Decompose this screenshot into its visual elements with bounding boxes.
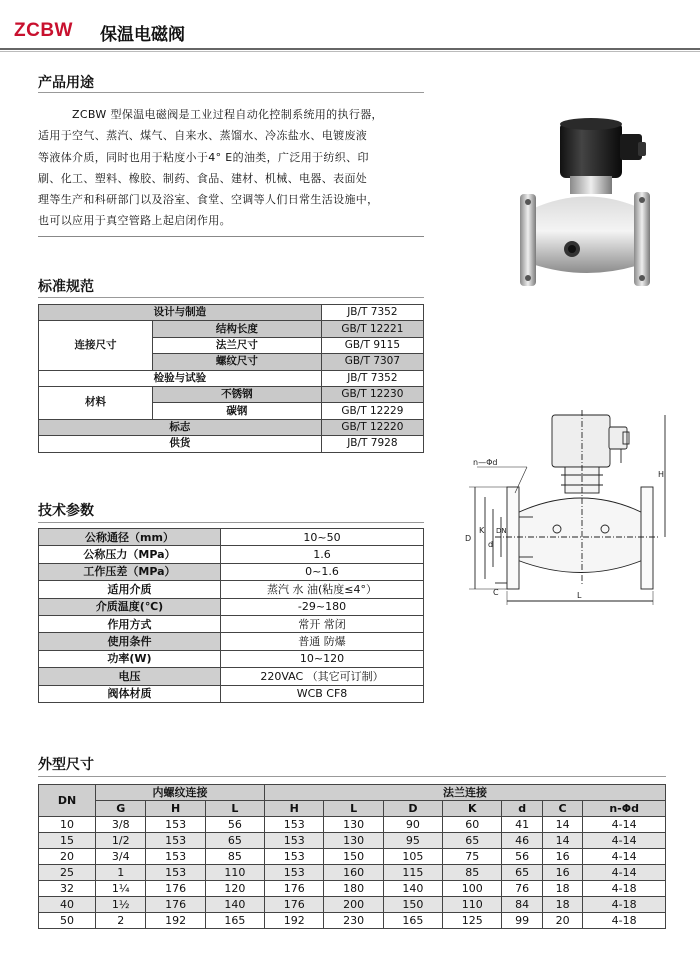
dims-cell-k: 85	[443, 865, 502, 881]
dims-header-flange: 法兰连接	[265, 785, 666, 801]
std-connection-value: GB/T 9115	[321, 337, 423, 353]
dims-cell-n: 4-14	[583, 817, 666, 833]
dims-cell-fh: 192	[265, 913, 324, 929]
section-title-usage: 产品用途	[38, 75, 94, 91]
std-inspection-value: JB/T 7352	[321, 370, 423, 386]
dims-cell-th: 153	[146, 849, 205, 865]
table-row	[39, 563, 424, 580]
dims-cell-tl: 165	[205, 913, 264, 929]
dims-cell-fl: 230	[324, 913, 383, 929]
dims-cell-c: 18	[542, 897, 582, 913]
intro-line: 刷、化工、塑料、橡胶、制药、食品、建材、机械、电器、表面处	[38, 171, 368, 185]
table-row	[39, 581, 424, 598]
std-marking-label: 标志	[39, 419, 322, 435]
dims-cell-fh: 153	[265, 849, 324, 865]
std-material-value: GB/T 12229	[321, 403, 423, 419]
dims-cell-fl: 200	[324, 897, 383, 913]
dims-cell-g: 3/8	[96, 817, 146, 833]
dims-col-header: L	[324, 801, 383, 817]
std-connection-sub: 法兰尺寸	[153, 337, 322, 353]
tech-value: 常开 常闭	[221, 615, 424, 632]
dims-col-header: n-Φd	[583, 801, 666, 817]
dims-cell-n: 4-18	[583, 897, 666, 913]
intro-line: 也可以应用于真空管路上起启闭作用。	[38, 214, 231, 228]
tech-label: 公称压力（MPa）	[39, 546, 221, 563]
dims-col-header: H	[265, 801, 324, 817]
dims-cell-th: 153	[146, 865, 205, 881]
table-row	[39, 865, 666, 881]
table-row	[39, 598, 424, 615]
std-material-sub: 不锈钢	[153, 386, 322, 402]
section-rule-tech	[38, 522, 424, 523]
dims-cell-fh: 153	[265, 865, 324, 881]
dims-cell-sd: 56	[502, 849, 542, 865]
dims-cell-fl: 130	[324, 833, 383, 849]
dims-cell-fl: 130	[324, 817, 383, 833]
header-divider-thin	[0, 51, 700, 52]
std-supply-value: JB/T 7928	[321, 436, 423, 452]
table-row	[39, 833, 666, 849]
dims-cell-fh: 176	[265, 881, 324, 897]
dims-cell-n: 4-14	[583, 833, 666, 849]
page-title: 保温电磁阀	[100, 25, 185, 45]
dims-cell-g: 3/4	[96, 849, 146, 865]
dims-cell-d: 90	[383, 817, 442, 833]
drawing-label-k: K	[479, 526, 485, 535]
dims-cell-c: 18	[542, 881, 582, 897]
dimension-drawing	[455, 405, 670, 610]
dims-cell-n: 4-18	[583, 913, 666, 929]
dims-col-header: H	[146, 801, 205, 817]
dims-cell-sd: 84	[502, 897, 542, 913]
dims-cell-tl: 65	[205, 833, 264, 849]
dims-cell-dn: 10	[39, 817, 96, 833]
tech-label: 作用方式	[39, 615, 221, 632]
dims-cell-fh: 176	[265, 897, 324, 913]
brand-model: ZCBW	[14, 20, 73, 41]
dims-cell-dn: 50	[39, 913, 96, 929]
dims-cell-sd: 76	[502, 881, 542, 897]
dims-cell-d: 105	[383, 849, 442, 865]
std-material-label: 材料	[39, 386, 153, 419]
std-design-value: JB/T 7352	[321, 305, 423, 321]
dims-cell-g: 1½	[96, 897, 146, 913]
dims-cell-c: 16	[542, 849, 582, 865]
tech-value: 0~1.6	[221, 563, 424, 580]
table-row	[39, 370, 424, 386]
dims-cell-fl: 160	[324, 865, 383, 881]
drawing-label-h: H	[658, 470, 665, 479]
std-supply-label: 供货	[39, 436, 322, 452]
dims-cell-fl: 150	[324, 849, 383, 865]
tech-label: 工作压差（MPa）	[39, 563, 221, 580]
table-row	[39, 650, 424, 667]
drawing-label-d-outer: D	[465, 534, 472, 543]
intro-line: 等液体介质，同时也用于粘度小于4° E的油类，广泛用于纺织、印	[38, 150, 369, 164]
drawing-label-n-phi-d: n—Φd	[473, 458, 498, 467]
dims-cell-g: 1	[96, 865, 146, 881]
dims-col-header: G	[96, 801, 146, 817]
table-row	[39, 913, 666, 929]
table-row	[39, 419, 424, 435]
section-rule-standards	[38, 297, 424, 298]
tech-label: 电压	[39, 668, 221, 685]
dims-cell-tl: 140	[205, 897, 264, 913]
table-row	[39, 849, 666, 865]
table-header-row	[39, 801, 666, 817]
table-row	[39, 386, 424, 402]
dims-cell-fh: 153	[265, 833, 324, 849]
std-connection-sub: 结构长度	[153, 321, 322, 337]
dims-cell-th: 153	[146, 833, 205, 849]
dims-cell-dn: 25	[39, 865, 96, 881]
dims-cell-tl: 85	[205, 849, 264, 865]
dims-cell-sd: 46	[502, 833, 542, 849]
dims-cell-c: 14	[542, 817, 582, 833]
dims-cell-sd: 65	[502, 865, 542, 881]
dims-cell-th: 176	[146, 881, 205, 897]
dims-cell-c: 14	[542, 833, 582, 849]
tech-label: 使用条件	[39, 633, 221, 650]
dims-cell-th: 153	[146, 817, 205, 833]
table-row	[39, 897, 666, 913]
dims-cell-sd: 41	[502, 817, 542, 833]
dims-col-header: D	[383, 801, 442, 817]
dims-cell-tl: 120	[205, 881, 264, 897]
intro-bottom-rule	[38, 236, 424, 237]
header-divider	[0, 48, 700, 50]
dims-cell-dn: 40	[39, 897, 96, 913]
dims-cell-d: 150	[383, 897, 442, 913]
tech-value: WCB CF8	[221, 685, 424, 702]
dims-cell-k: 100	[443, 881, 502, 897]
drawing-label-l: L	[577, 591, 582, 600]
tech-label: 功率(W)	[39, 650, 221, 667]
std-design-label: 设计与制造	[39, 305, 322, 321]
dims-cell-tl: 110	[205, 865, 264, 881]
std-material-value: GB/T 12230	[321, 386, 423, 402]
std-marking-value: GB/T 12220	[321, 419, 423, 435]
dims-cell-g: 1/2	[96, 833, 146, 849]
dims-cell-dn: 20	[39, 849, 96, 865]
intro-line: 理等生产和科研部门以及浴室、食堂、空调等人们日常生活设施中，	[38, 193, 379, 207]
std-material-sub: 碳钢	[153, 403, 322, 419]
dims-cell-fl: 180	[324, 881, 383, 897]
dims-cell-fh: 153	[265, 817, 324, 833]
std-inspection-label: 检验与试验	[39, 370, 322, 386]
dims-cell-tl: 56	[205, 817, 264, 833]
dims-cell-k: 75	[443, 849, 502, 865]
tech-value: 1.6	[221, 546, 424, 563]
tech-params-table	[38, 528, 424, 703]
dims-cell-k: 125	[443, 913, 502, 929]
table-row	[39, 668, 424, 685]
dims-col-header: C	[542, 801, 582, 817]
dims-cell-k: 65	[443, 833, 502, 849]
dimensions-table	[38, 784, 666, 929]
dims-col-header: d	[502, 801, 542, 817]
section-title-standards: 标准规范	[38, 279, 94, 295]
dims-cell-g: 2	[96, 913, 146, 929]
table-header-row	[39, 785, 666, 801]
dims-cell-d: 95	[383, 833, 442, 849]
dims-cell-k: 60	[443, 817, 502, 833]
tech-value: 10~120	[221, 650, 424, 667]
dims-cell-d: 115	[383, 865, 442, 881]
tech-label: 介质温度(℃)	[39, 598, 221, 615]
tech-label: 公称通径（mm）	[39, 529, 221, 546]
tech-value: 10~50	[221, 529, 424, 546]
tech-label: 阀体材质	[39, 685, 221, 702]
table-row	[39, 321, 424, 337]
std-connection-sub: 螺纹尺寸	[153, 354, 322, 370]
section-rule-usage	[38, 92, 424, 93]
dims-header-dn: DN	[39, 785, 96, 817]
dims-cell-c: 20	[542, 913, 582, 929]
dims-cell-n: 4-18	[583, 881, 666, 897]
section-title-tech: 技术参数	[38, 503, 94, 519]
drawing-label-d-small: d	[488, 540, 494, 549]
table-row	[39, 305, 424, 321]
tech-label: 适用介质	[39, 581, 221, 598]
tech-value: 蒸汽 水 油(粘度≤4°）	[221, 581, 424, 598]
intro-line: ZCBW 型保温电磁阀是工业过程自动化控制系统用的执行器，	[72, 108, 383, 121]
table-row	[39, 633, 424, 650]
intro-line: 适用于空气、蒸汽、煤气、自来水、蒸馏水、冷冻盐水、电镀废液	[38, 129, 368, 143]
table-row	[39, 685, 424, 702]
dims-cell-d: 165	[383, 913, 442, 929]
drawing-label-dn: DN	[496, 527, 507, 535]
table-row	[39, 881, 666, 897]
std-connection-value: GB/T 7307	[321, 354, 423, 370]
section-title-dims: 外型尺寸	[38, 757, 94, 773]
std-connection-value: GB/T 12221	[321, 321, 423, 337]
dims-col-header: K	[443, 801, 502, 817]
dims-cell-dn: 15	[39, 833, 96, 849]
table-row	[39, 436, 424, 452]
section-rule-dims	[38, 776, 666, 777]
dims-cell-n: 4-14	[583, 849, 666, 865]
dims-header-thread: 内螺纹连接	[96, 785, 265, 801]
table-row	[39, 529, 424, 546]
tech-value: 220VAC （其它可订制）	[221, 668, 424, 685]
dims-cell-d: 140	[383, 881, 442, 897]
tech-value: -29~180	[221, 598, 424, 615]
dims-cell-dn: 32	[39, 881, 96, 897]
dims-cell-g: 1¼	[96, 881, 146, 897]
dims-cell-th: 176	[146, 897, 205, 913]
intro-paragraph	[38, 104, 448, 232]
tech-value: 普通 防爆	[221, 633, 424, 650]
dims-cell-k: 110	[443, 897, 502, 913]
drawing-label-c: C	[493, 588, 499, 597]
table-row	[39, 615, 424, 632]
dims-cell-th: 192	[146, 913, 205, 929]
table-row	[39, 817, 666, 833]
std-connection-label: 连接尺寸	[39, 321, 153, 370]
dims-col-header: L	[205, 801, 264, 817]
valve-photo	[512, 114, 662, 294]
standards-table	[38, 304, 424, 453]
dims-cell-n: 4-14	[583, 865, 666, 881]
dims-cell-c: 16	[542, 865, 582, 881]
table-row	[39, 546, 424, 563]
dims-body	[39, 817, 666, 929]
dims-cell-sd: 99	[502, 913, 542, 929]
